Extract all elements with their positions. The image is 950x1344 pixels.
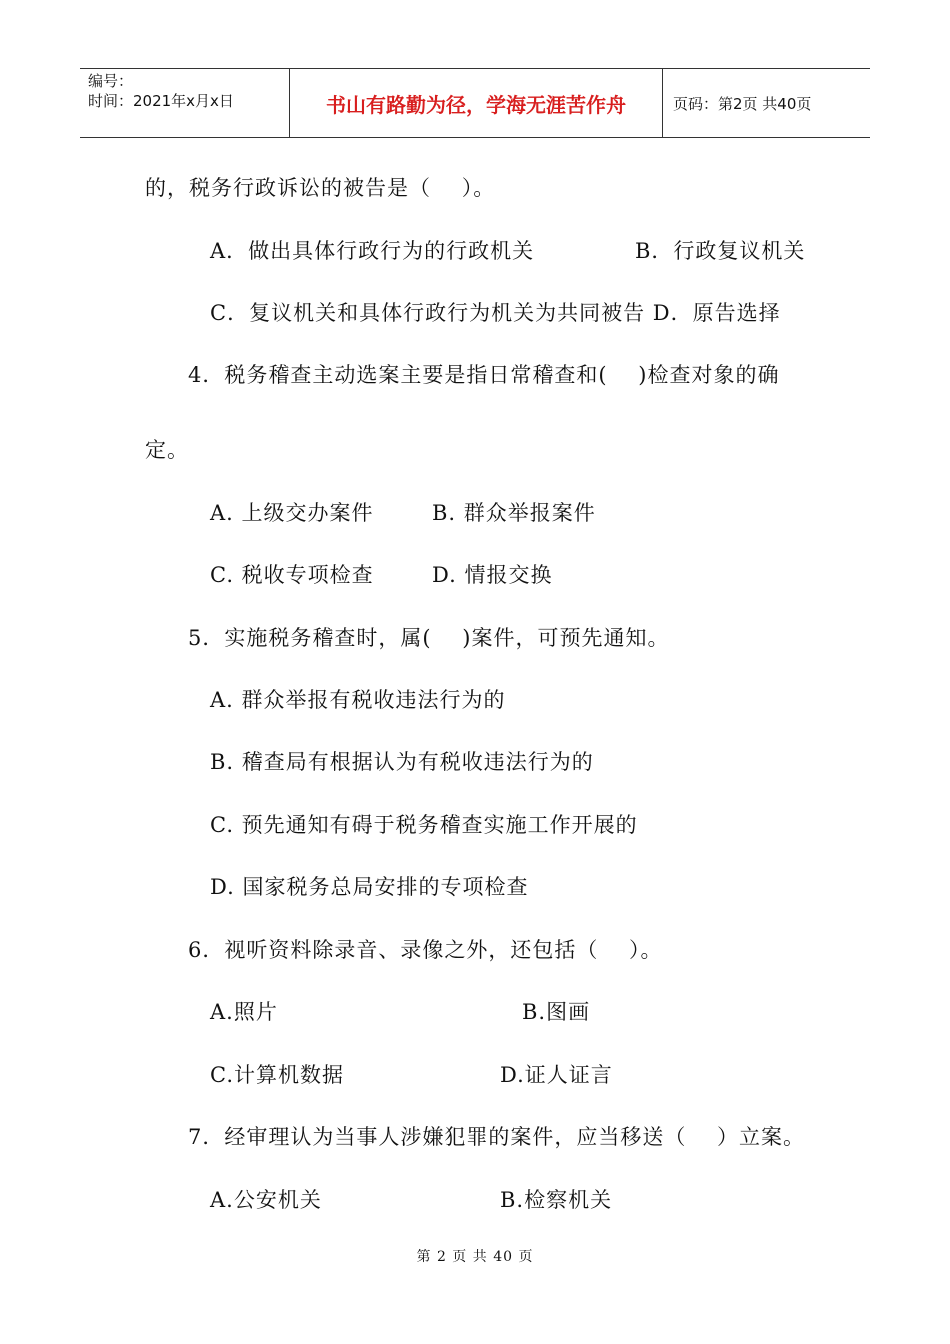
option-6c: C.计算机数据 (210, 1063, 344, 1087)
option-4b: B. 群众举报案件 (432, 501, 596, 525)
question-6-stem: 6．视听资料除录音、录像之外，还包括（ ）。 (188, 938, 663, 962)
header-meta (80, 69, 290, 137)
header-page-info: 页码：第2页 共40页 (673, 94, 812, 113)
option-6d: D.证人证言 (500, 1063, 613, 1087)
option-6a: A.照片 (210, 1000, 278, 1024)
option-3b: B．行政复议机关 (635, 239, 806, 263)
option-4c: C. 税收专项检查 (210, 563, 374, 587)
option-3a: A．做出具体行政行为的行政机关 (210, 239, 535, 263)
number-label: 编号： (88, 72, 134, 90)
option-5a: A. 群众举报有税收违法行为的 (210, 688, 506, 712)
question-4-stem-end: 定。 (145, 438, 189, 462)
page-header (80, 68, 870, 138)
option-7b: B.检察机关 (500, 1188, 613, 1212)
page-footer: 第 2 页 共 40 页 (416, 1249, 534, 1265)
question-3-stem-end: 的，税务行政诉讼的被告是（ ）。 (145, 176, 496, 200)
option-7a: A.公安机关 (210, 1188, 322, 1212)
header-motto: 书山有路勤为径，学海无涯苦作舟 (290, 69, 663, 137)
option-5c: C. 预先通知有碍于税务稽查实施工作开展的 (210, 813, 638, 837)
option-5b: B. 稽查局有根据认为有税收违法行为的 (210, 750, 594, 774)
option-3cd: C．复议机关和具体行政行为机关为共同被告 D．原告选择 (210, 301, 781, 325)
question-4-stem: 4．税务稽查主动选案主要是指日常稽查和( )检查对象的确 (188, 363, 780, 387)
option-5d: D. 国家税务总局安排的专项检查 (210, 875, 529, 899)
option-4d: D. 情报交换 (432, 563, 553, 587)
question-7-stem: 7．经审理认为当事人涉嫌犯罪的案件，应当移送（ ）立案。 (188, 1125, 806, 1149)
option-6b: B.图画 (522, 1000, 591, 1024)
question-5-stem: 5．实施税务稽查时，属( )案件，可预先通知。 (188, 626, 670, 650)
time-label: 时间：2021年x月x日 (88, 92, 234, 110)
option-4a: A. 上级交办案件 (210, 501, 374, 525)
